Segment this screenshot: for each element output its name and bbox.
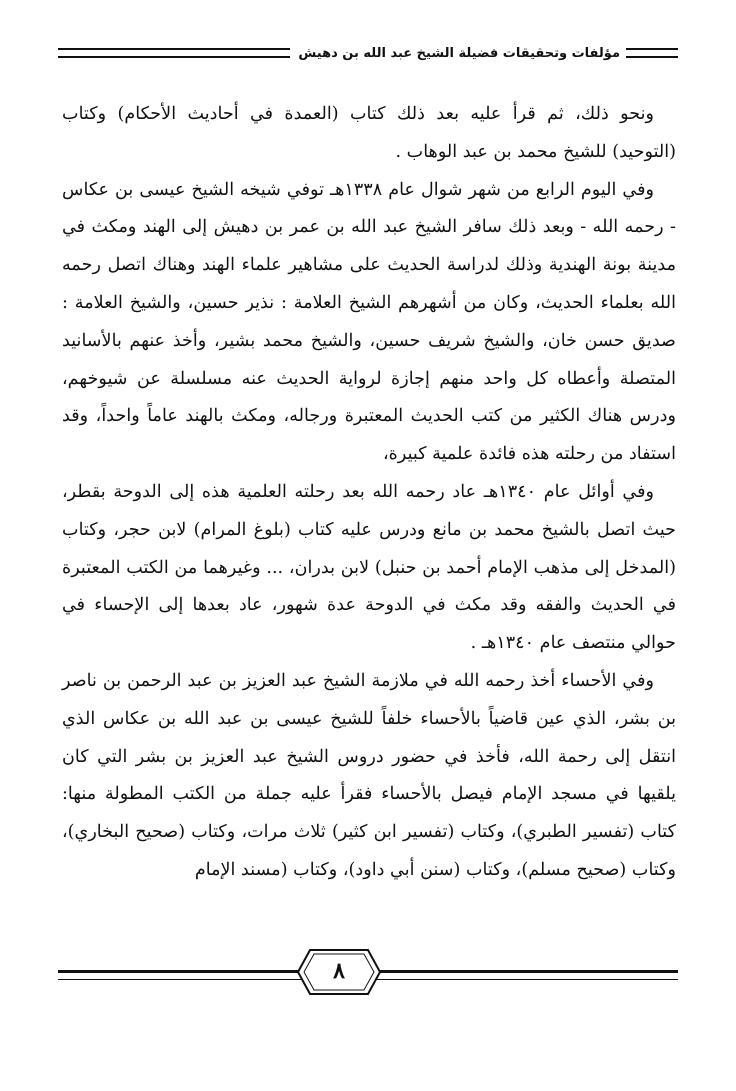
paragraph-3: وفي أوائل عام ١٣٤٠هـ عاد رحمه الله بعد رحلته العلمية هذه إلى الدوحة بقطر، حيث اتصل بالشيخ محمد بن مانع ودرس عليه كتاب (بلوغ المرام) لابن حجر، وكتاب (المدخل إلى مذهب الإمام أحمد بن حنبل) لابن بدران، ... وغيرهما من الكتب المعتبرة في الحديث والفقه وقد مكث في الدوحة عدة شهور، عاد بعدها إلى الإحساء في حوالي منتصف عام ١٣٤٠هـ . <box>62 481 676 654</box>
header-title: مؤلفات وتحقيقات فضيلة الشيخ عبد الله بن دهيش <box>298 45 620 61</box>
page-number-badge <box>296 948 382 996</box>
paragraph-1: ونحو ذلك، ثم قرأ عليه بعد ذلك كتاب (العمدة في أحاديث الأحكام) وكتاب (التوحيد) للشيخ محمد بن عبد الوهاب . <box>62 104 676 162</box>
header-rule-right <box>626 48 678 58</box>
paragraph-4: وفي الأحساء أخذ رحمه الله في ملازمة الشيخ عبد العزيز بن عبد الرحمن بن ناصر بن بشر، الذي عين قاضياً بالأحساء خلفاً للشيخ عيسى بن عبد الله بن عكاس الذي انتقل إلى رحمة الله، فأخذ في حضور دروس الشيخ عبد العزيز بن بشر التي كان يلقيها في مسجد الإمام فيصل بالأحساء فقرأ عليه جملة من الكتب المطولة منها: كتاب (تفسير الطبري)، وكتاب (تفسير ابن كثير) ثلاث مرات، وكتاب (صحيح البخاري)، وكتاب (صحيح مسلم)، وكتاب (سنن أبي داود)، وكتاب (مسند الإمام <box>62 670 676 880</box>
header-rule-left <box>58 48 290 58</box>
body-text <box>62 96 676 890</box>
page-footer <box>58 948 678 1000</box>
paragraph-2: وفي اليوم الرابع من شهر شوال عام ١٣٣٨هـ توفي شيخه الشيخ عيسى بن عكاس - رحمه الله - وبعد ذلك سافر الشيخ عبد الله بن عمر بن دهيش إلى الهند ومكث في مدينة بونة الهندية وذلك لدراسة الحديث على مشاهير علماء الهند وهناك اتصل رحمه الله بعلماء الحديث، وكان من أشهرهم الشيخ العلامة : نذير حسين، والشيخ العلامة : صديق حسن خان، والشيخ شريف حسين، والشيخ محمد بشير، وأخذ عنهم بالأسانيد المتصلة وأعطاه كل واحد منهم إجازة لرواية الحديث عنه مسلسلة عن شيوخهم، ودرس هناك الكثير من كتب الحديث المعتبرة ورجاله، ومكث بالهند عاماً واحداً، وقد استفاد من رحلته هذه فائدة علمية كبيرة، <box>62 179 676 465</box>
page-number: ٨ <box>333 958 345 984</box>
running-header <box>58 38 678 68</box>
